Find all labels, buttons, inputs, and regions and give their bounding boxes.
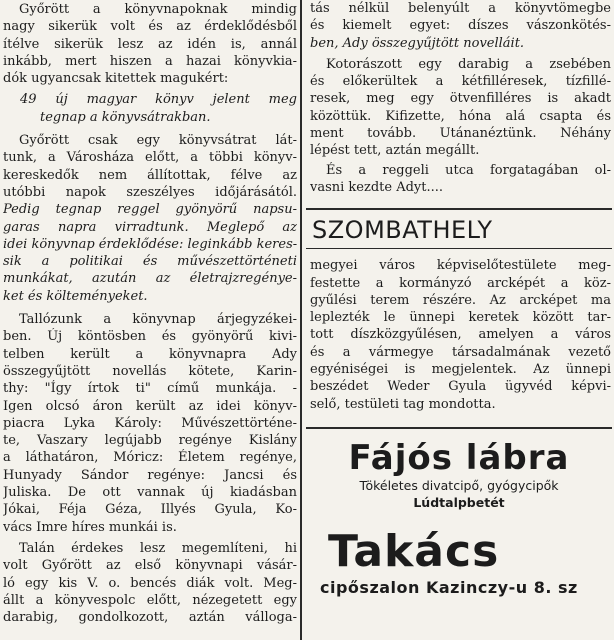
text-line: Pedig tegnap reggel gyönyörű napsu- — [3, 202, 297, 218]
text-line: Igen olcsó áron került az idei könyv- — [3, 398, 297, 414]
text-line: ben. Új köntösben és gyönyörű kivi- — [3, 329, 297, 345]
text-line: sik a politikai és művészettörténeti — [3, 254, 297, 270]
text-line: Jókai, Féja Géza, Illyés Gyula, Ko- — [3, 502, 297, 518]
text-line: festette a kormányzó arcképét a köz- — [310, 275, 611, 291]
text-line: állt a könyvespolc előtt, nézegetett egy — [3, 592, 297, 608]
text-line: gyűlési terem részére. Az arcképet ma — [310, 292, 611, 308]
text-line: Talán érdekes lesz megemlíteni, hi — [19, 540, 297, 556]
text-line: összegyűjtött novellás kötete, Karin- — [3, 363, 297, 379]
text-line: Győrött csak egy könyvsátrat lát- — [19, 133, 297, 149]
paragraph-street — [304, 160, 614, 209]
text-line: egyéniségei is megjelentek. Az ünnepi — [310, 362, 611, 378]
text-line: tunk, a Városháza előtt, a többi könyv- — [3, 150, 297, 166]
paragraph-continued — [304, 0, 614, 52]
text-line: volt Győrött az első könyvnapi vásár- — [3, 558, 297, 574]
text-line: 49 új magyar könyv jelent meg — [20, 92, 297, 108]
advert-shop-name: Takács — [328, 525, 500, 577]
text-line: te, Vaszary legújabb regénye Kislány — [3, 433, 297, 449]
text-line: utóbbi napok szeszélyes időjárásától. — [3, 184, 297, 200]
advert-line: Tökéletes divatcipő, gyógycipők — [359, 477, 559, 493]
advert-line: Lúdtalpbetét — [413, 494, 505, 510]
text-line: selő, testületi tag mondotta. — [310, 396, 496, 412]
text-line: vasni kezdte Adyt.... — [310, 179, 444, 195]
text-line: tott díszközgyűlésen, amelyen a város — [310, 327, 611, 343]
text-line: Hunyady Sándor regénye: Jancsi és — [3, 467, 297, 483]
text-line: közöttük. Kifizette, hóna alá csapta és — [310, 108, 611, 124]
paragraph-pocket — [304, 52, 614, 160]
paragraph-intro — [0, 0, 300, 87]
paragraph-tent — [0, 132, 300, 305]
text-line: ítélve sikerük lesz az idén is, annál — [3, 36, 297, 52]
text-line: inkább, mert hiszen a hazai könyvkia- — [3, 53, 297, 69]
text-line: Győrött a könyvnapoknak mindig — [19, 2, 297, 17]
text-line: lépést tett, aztán megállt. — [310, 143, 480, 159]
text-line: Kotorászott egy darabig a zsebében — [326, 56, 611, 72]
text-line: piacra Lyka Károly: Művészettörténe- — [3, 415, 297, 431]
left-column — [0, 0, 300, 640]
text-line: vács Imre híres munkái is. — [3, 519, 177, 535]
text-line: darabig, gondolkozott, aztán válloga- — [3, 610, 297, 626]
text-line: és kiemelt egyet: díszes vászonkötés- — [310, 18, 611, 34]
text-line: ment tovább. Utánanéztünk. Néhány — [310, 126, 611, 142]
text-line: telben került a könyvnapra Ady — [3, 346, 297, 362]
text-line: ló egy kis V. o. bencés diák volt. Meg- — [3, 575, 297, 591]
text-line: kereskedők nem állítottak, félve az — [3, 167, 297, 183]
text-line: és előkerültek a kétfilléresek, tízfillé- — [310, 74, 611, 90]
text-line: megyei város képviselőtestülete meg- — [310, 258, 611, 274]
text-line: leplezték le ünnepi keretek között tar- — [310, 310, 611, 326]
section-title: SZOMBATHELY — [312, 216, 493, 245]
text-line: tegnap a könyvsátrakban. — [40, 109, 211, 125]
text-line: idei könyvnap érdeklődése: leginkább keres- — [3, 236, 297, 252]
section-rule — [306, 248, 612, 249]
paragraph-catalog — [0, 305, 300, 536]
column-divider — [300, 0, 302, 640]
text-line: és a vármegye társadalmának vezető — [310, 344, 611, 360]
text-line: ket és költeményeket. — [3, 288, 148, 304]
text-line: Juliska. De ott vannak új kiadásban — [3, 485, 297, 501]
text-line: a láthatáron, Móricz: Életem regénye, — [3, 450, 297, 466]
text-line: És a reggeli utca forgatagában ol- — [326, 162, 611, 178]
advert-address: cipőszalon Kazinczy-u 8. sz — [320, 577, 578, 597]
paragraph-student — [0, 536, 300, 626]
paragraph-szombathely — [304, 257, 614, 413]
subheadline — [0, 87, 300, 132]
text-line: munkákat, azután az életrajzregénye- — [3, 271, 297, 287]
text-line: nagy sikerük volt és az érdeklődésből — [3, 19, 297, 35]
text-line: ben, Ady összegyűjtött novelláit. — [310, 35, 525, 51]
right-column — [304, 0, 614, 640]
text-line: dók ugyancsak kitettek magukért: — [3, 71, 229, 87]
text-line: garas napra virradtunk. Meglepő az — [3, 219, 297, 235]
text-line: resek, meg egy ötvenfilléres is akadt — [310, 91, 611, 107]
advert-title: Fájós lábra — [348, 437, 570, 478]
text-line: thy: "Így írtok ti" című munkája. - — [3, 381, 297, 397]
text-line: tás nélkül belenyúlt a könyvtömegbe — [310, 1, 611, 16]
text-line: beszédet Weder Gyula ügyvéd képvi- — [310, 379, 611, 395]
advertisement — [304, 429, 614, 599]
text-line: Tallózunk a könyvnap árjegyzékei- — [19, 312, 297, 328]
